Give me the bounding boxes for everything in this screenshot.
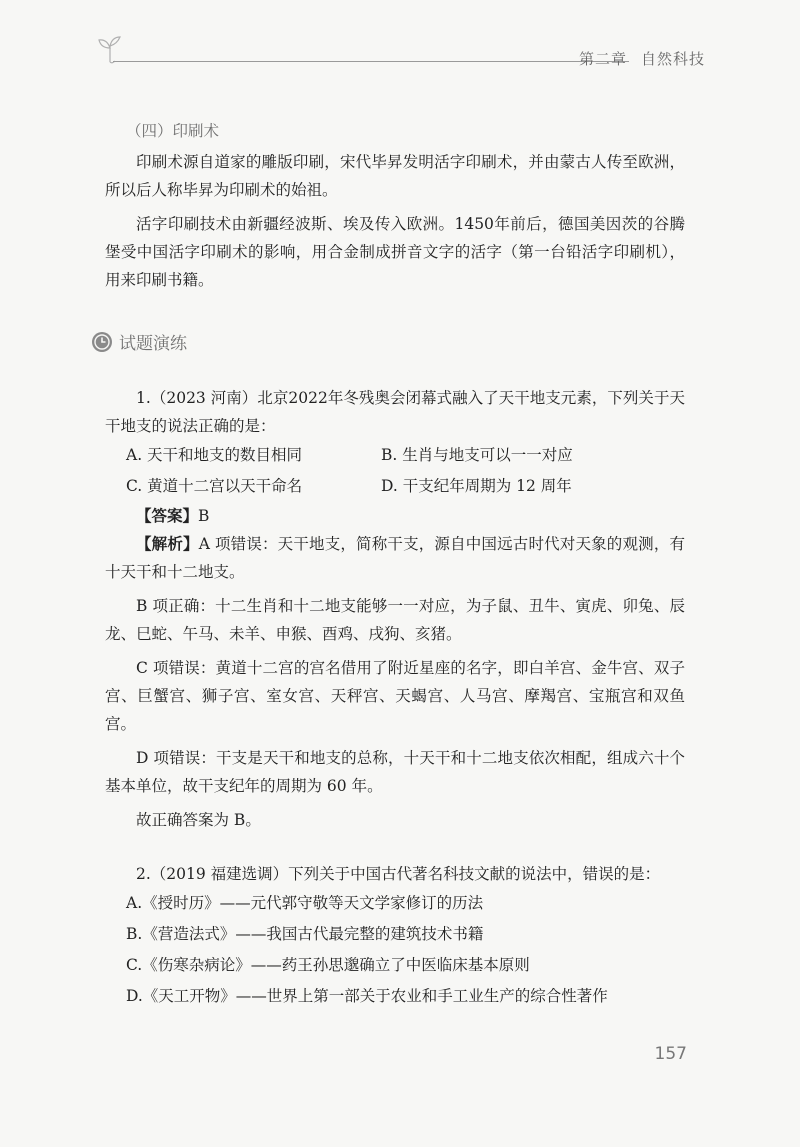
page-header	[95, 32, 705, 72]
analysis-paragraph: D 项错误：干支是天干和地支的总称，十天干和十二地支依次相配，组成六十个基本单位，故干支纪年的周期为 60 年。	[105, 749, 685, 795]
option-b: B. 生肖与地支可以一一对应	[381, 446, 573, 464]
answer-line	[105, 502, 685, 530]
option-c: C.《伤寒杂病论》——药王孙思邈确立了中医临床基本原则	[126, 956, 530, 974]
analysis-paragraph: 故正确答案为 B。	[136, 811, 261, 829]
page-content	[105, 118, 685, 1038]
practice-title: 试题演练	[119, 334, 187, 354]
option-c: C. 黄道十二宫以天干命名	[126, 477, 303, 495]
analysis-paragraph: C 项错误：黄道十二宫的宫名借用了附近星座的名字，即白羊宫、金牛宫、双子宫、巨蟹宫、狮子宫、室女宫、天秤宫、天蝎宫、人马宫、摩羯宫、宝瓶宫和双鱼宫。	[105, 659, 685, 733]
question-options	[126, 440, 685, 502]
chapter-number: 第二章	[578, 50, 627, 68]
analysis-text: A 项错误：天干地支，简称干支，源自中国远古时代对天象的观测，有十天干和十二地支。	[105, 535, 685, 581]
paragraph: 活字印刷技术由新疆经波斯、埃及传入欧洲。1450年前后，德国美因茨的谷腾堡受中国活字印刷术的影响，用合金制成拼音文字的活字（第一台铅活字印刷机），用来印刷书籍。	[105, 215, 685, 289]
question-2	[105, 860, 685, 1012]
section-heading: （四）印刷术	[126, 122, 220, 140]
analysis-paragraph	[105, 530, 685, 586]
chapter-title	[579, 48, 705, 69]
option-a: A. 天干和地支的数目相同	[126, 446, 303, 464]
chapter-name: 自然科技	[640, 50, 705, 68]
practice-section-title	[91, 329, 685, 354]
header-rule	[113, 61, 629, 62]
answer-label: 【答案】	[136, 506, 199, 525]
option-a: A.《授时历》——元代郭守敬等天文学家修订的历法	[126, 894, 484, 912]
question-stem: 1.（2023 河南）北京2022年冬残奥会闭幕式融入了天干地支元素，下列关于天干地支的说法正确的是：	[105, 389, 685, 435]
analysis-paragraph: B 项正确：十二生肖和十二地支能够一一对应，为子鼠、丑牛、寅虎、卯兔、辰龙、巳蛇、午马、未羊、申猴、酉鸡、戌狗、亥猪。	[105, 597, 685, 643]
option-d: D. 干支纪年周期为 12 周年	[381, 477, 572, 495]
page-number: 157	[654, 1044, 687, 1064]
option-d: D.《天工开物》——世界上第一部关于农业和手工业生产的综合性著作	[126, 987, 608, 1005]
clock-icon	[91, 331, 113, 353]
question-1	[105, 384, 685, 834]
paragraph: 印刷术源自道家的雕版印刷，宋代毕昇发明活字印刷术，并由蒙古人传至欧洲，所以后人称毕昇为印刷术的始祖。	[105, 153, 685, 199]
analysis-label: 【解析】	[136, 534, 199, 553]
option-b: B.《营造法式》——我国古代最完整的建筑技术书籍	[126, 925, 484, 943]
answer-value: B	[198, 507, 210, 525]
question-stem: 2.（2019 福建选调）下列关于中国古代著名科技文献的说法中，错误的是：	[136, 865, 661, 883]
